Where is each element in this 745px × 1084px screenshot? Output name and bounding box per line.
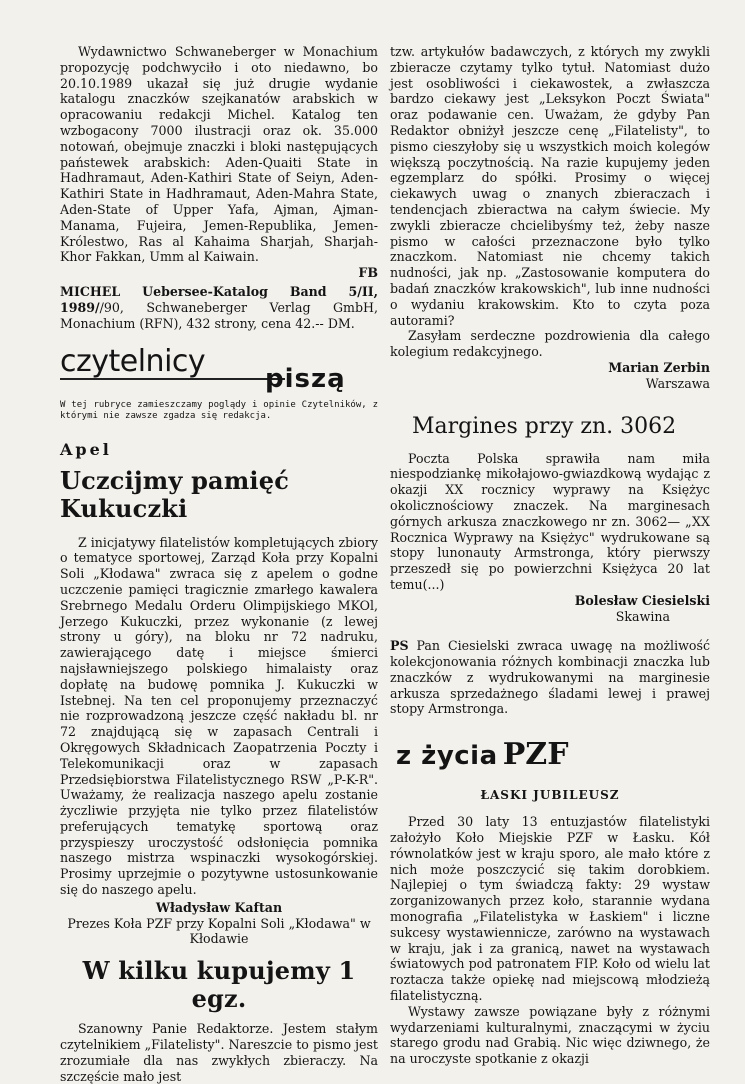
article1-title: Uczcijmy pamięć Kukuczki	[60, 465, 290, 523]
article2-greeting: Zasyłam serdeczne pozdrowienia dla całego kolegium redakcyjnego.	[390, 328, 710, 360]
article3-author: Bolesław Ciesielski	[574, 592, 710, 608]
article2-author: Marian Zerbin	[608, 359, 710, 375]
ps-note	[390, 638, 710, 717]
right-column	[390, 44, 710, 1067]
article1-author-role: Prezes Koła PZF przy Kopalni Soli „Kłodawa" w Kłodawie	[67, 915, 371, 947]
article4-body-2: Wystawy zawsze powiązane były z różnymi wydarzeniami kulturalnymi, znaczącymi w życiu starego grodu nad Grabią. Nic więc dziwnego, że na uroczyste spotkanie z okazji	[390, 1003, 710, 1067]
catalog-title: MICHEL Uebersee-Katalog Band 5/II, 1989/	[60, 284, 378, 315]
article3-title: Margines przy zn. 3062	[412, 413, 677, 439]
ps-body: Pan Ciesielski zwraca uwagę na możliwość kolekcjonowania różnych kombinacji znaczka lub znaczków z wydrukowanymi na marginesie arkusza sprzedażnego śladami lewej i prawej stopy Armstronga.	[390, 638, 710, 717]
catalog-info	[60, 284, 378, 331]
rubric-logo-z-zycia-pzf	[396, 737, 710, 772]
article3-body: Poczta Polska sprawiła nam miła niespodziankę mikołajowo-gwiazdkową wydając z okazji XX rocznicy wyprawy na Księżyc okolicznościowy znaczek. Na marginesach górnych arkusza znaczkowego nr zn. 3062— „XX Rocznica Wyprawy na Księżyc" wydrukowane są stopy lunonauty Armstronga, który pierwszy przeszedł się po powierzchni Księżyca 20 lat temu(...)	[390, 450, 710, 592]
article2-title: W kilku kupujemy 1 egz.	[82, 956, 356, 1014]
intro-initials: FB	[358, 265, 378, 281]
rubric-word-z-zycia: z życia	[396, 741, 498, 772]
article2-body: Szanowny Panie Redaktorze. Jestem stałym czytelnikiem „Filatelisty". Nareszcie to pismo jest zrozumiałe dla nas zwykłych zbieraczy. Na szczęście mało jest	[60, 1021, 378, 1084]
rubric-word-pisza: piszą	[265, 363, 346, 394]
catalog-details: /90, Schwaneberger Verlag GmbH, Monachium (RFN), 432 strony, cena 42.-- DM.	[60, 299, 378, 331]
apel-label: Apel	[60, 439, 112, 459]
rubric-word-pzf: PZF	[502, 737, 569, 773]
intro-paragraph: Wydawnictwo Schwaneberger w Monachium propozycję podchwyciło i oto niedawno, bo 20.10.1989 ukazał się już drugie wydanie katalogu znaczków szejkanatów arabskich w opracowaniu redakcji Michel. Katalog ten wzbogacony 7000 ilustracji oraz ok. 35.000 notowań, obejmuje znaczki i bloki następujących państewek arabskich: Aden-Quaiti State in Hadhramaut, Aden-Kathiri State of Seiyn, Aden-Kathiri State in Hadhramaut, Aden-Mahra State, Aden-State of Upper Yafa, Ajman, Ajman-Manama, Fujeira, Jemen-Republika, Jemen-Królestwo, Ras al Kahaima Sharjah, Sharjah-Khor Fakkan, Umm al Kaiwain.	[60, 44, 378, 265]
rubric-note: W tej rubryce zamieszczamy poglądy i opinie Czytelników, z którymi nie zawsze zgadza się redakcja.	[60, 399, 378, 421]
article1-author: Władysław Kaftan	[155, 899, 283, 915]
article1-body: Z inicjatywy filatelistów kompletujących zbiory o tematyce sportowej, Zarząd Koła przy Kopalni Soli „Kłodawa" zwraca się z apelem o godne uczczenie pamięci tragicznie zmarłego kawalera Srebrnego Medalu Orderu Olimpijskiego MKOl, Jerzego Kukuczki, przez wykonanie (z lewej strony u góry), na bloku nr 72 nadruku, zawierającego datę i miejsce śmierci najsławniejszego polskiego himalaisty oraz dopłatę na budowę pomnika J. Kukuczki w Istebnej. Na ten cel proponujemy przeznaczyć nie rozprowadzoną jeszcze część nakładu bl. nr 72 znajdującą się w zapasach Centrali i Okręgowych Składnicach Zaopatrzenia Poczty i Telekomunikacji oraz w zapasach Przedsiębiorstwa Filatelistycznego RSW „P-K-R". Uważamy, że realizacja naszego apelu zostanie życzliwie przyjęta nie tylko przez filatelistów preferujących tematykę sportową oraz przyspieszy uroczystość odsłonięcia pomnika naszego mistrza wspinaczki wysokogórskiej. Prosimy uprzejmie o pozytywne ustosunkowanie się do naszego apelu.	[60, 534, 378, 898]
article2-author-place: Warszawa	[645, 375, 710, 391]
article2-continuation: tzw. artykułów badawczych, z których my zwykli zbieracze czytamy tylko tytuł. Natomiast dużo jest osobliwości i ciekawostek, a zwłaszcza bardzo ciekawy jest „Leksykon Poczt Świata" oraz podawanie cen. Uważam, że gdyby Pan Redaktor obniżył jeszcze cenę „Filatelisty", to pismo cieszyłoby się u wszystkich moich kolegów większą poczytnością. Na razie kupujemy jeden egzemplarz do spółki. Prosimy o więcej ciekawych uwag o znanych zbieraczach i tendencjach zbieractwa na całym świecie. My zwykli zbieracze chcielibyśmy też, żeby nasze pismo w całości przeznaczone było tylko znaczkom. Natomiast nie chcemy takich nudności, jak np. „Zastosowanie komputera do badań znaczków krakowskich", lub inne nudności o wydaniu krakowskim. Kto to czyta poza autorami?	[390, 44, 710, 328]
rubric-logo-czytelnicy-pisza	[60, 344, 378, 394]
rubric-underline	[60, 378, 285, 380]
article4-title: ŁASKI JUBILEUSZ	[480, 788, 620, 803]
rubric-word-czytelnicy: czytelnicy	[60, 343, 206, 379]
ps-label: PS	[390, 638, 409, 654]
left-column	[60, 44, 378, 1084]
article3-author-place: Skawina	[615, 608, 670, 624]
article4-body-1: Przed 30 laty 13 entuzjastów filatelistyki założyło Koło Miejskie PZF w Łasku. Kół równolatków jest w kraju sporo, ale mało które z nich może poszczycić się takim dorobkiem. Najlepiej o tym świadczą fakty: 29 wystaw zorganizowanych przez koło, starannie wydana monografia „Filatelistyka w Łaskiem" i liczne sukcesy wystawiennicze, zarówno na wystawach w kraju, jak i za granicą, nawet na wystawach światowych pod patronatem FIP. Koło od wielu lat roztacza także opiekę nad miejscową młodzieżą filatelistyczną.	[390, 814, 710, 1004]
